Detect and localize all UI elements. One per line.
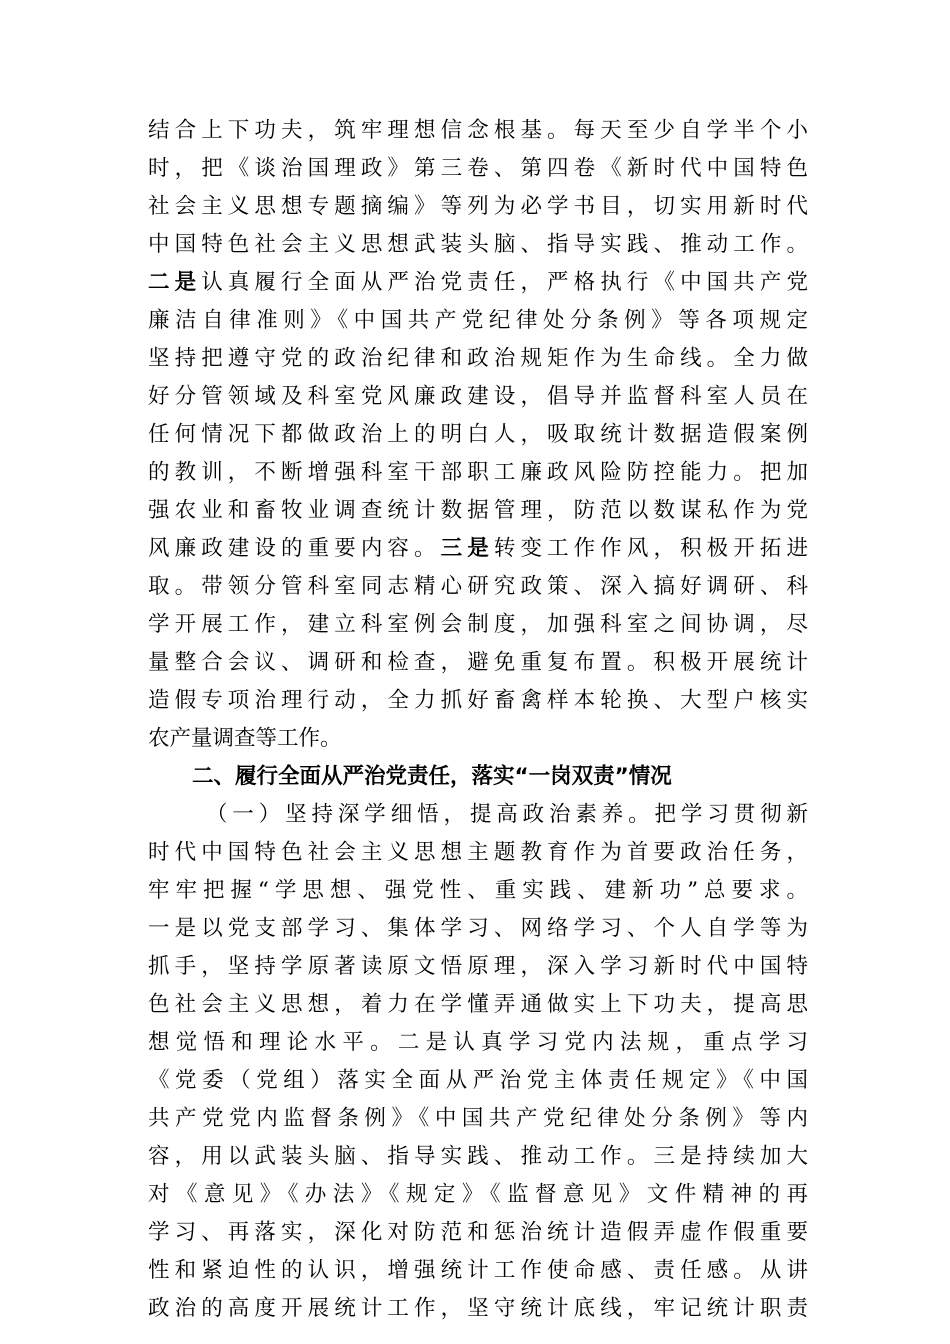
text-line: 《党委（党组）落实全面从严治党主体责任规定》《中国 <box>148 1068 808 1093</box>
section-heading: 二、履行全面从严治党责任，落实“一岗双责”情况 <box>192 764 672 789</box>
text-line: 坚持把遵守党的政治纪律和政治规矩作为生命线。全力做 <box>148 346 808 371</box>
text-span: 风廉政建设的重要内容。 <box>148 536 441 561</box>
text-span: 转变工作作风，积极开拓进 <box>493 536 808 561</box>
text-line: 社会主义思想专题摘编》等列为必学书目，切实用新时代 <box>148 194 808 219</box>
text-line <box>148 796 808 834</box>
document-body <box>148 112 808 1328</box>
text-line: 廉洁自律准则》《中国共产党纪律处分条例》等各项规定 <box>148 308 808 333</box>
point-lead-three: 三是 <box>440 536 494 561</box>
text-line: 中国特色社会主义思想武装头脑、指导实践、推动工作。 <box>148 232 808 257</box>
text-line: 强农业和畜牧业调查统计数据管理，防范以数谋私作为党 <box>148 498 808 523</box>
text-line: 取。带领分管科室同志精心研究政策、深入搞好调研、科 <box>148 574 808 599</box>
text-line: 牢牢把握“学思想、强党性、重实践、建新功”总要求。 <box>148 878 808 903</box>
point-lead-two: 二是 <box>148 270 202 295</box>
text-line: 学习、再落实，深化对防范和惩治统计造假弄虚作假重要 <box>148 1220 808 1245</box>
text-line <box>148 264 808 302</box>
text-line: 时代中国特色社会主义思想主题教育作为首要政治任务， <box>148 840 808 865</box>
text-line <box>148 530 808 568</box>
text-line: 的教训，不断增强科室干部职工廉政风险防控能力。把加 <box>148 460 808 485</box>
text-line: 任何情况下都做政治上的明白人，吸取统计数据造假案例 <box>148 422 808 447</box>
text-line: 抓手，坚持学原著读原文悟原理，深入学习新时代中国特 <box>148 954 808 979</box>
text-line: 时，把《谈治国理政》第三卷、第四卷《新时代中国特色 <box>148 156 808 181</box>
text-line: 量整合会议、调研和检查，避免重复布置。积极开展统计 <box>148 650 808 675</box>
text-line: 对《意见》《办法》《规定》《监督意见》文件精神的再 <box>148 1182 808 1207</box>
text-line: 造假专项治理行动，全力抓好畜禽样本轮换、大型户核实 <box>148 688 808 713</box>
text-line: 想觉悟和理论水平。二是认真学习党内法规，重点学习 <box>148 1030 808 1055</box>
text-line: 容，用以武装头脑、指导实践、推动工作。三是持续加大 <box>148 1144 808 1169</box>
text-span: 认真履行全面从严治党责任，严格执行《中国共产党 <box>201 270 808 295</box>
text-line: 一是以党支部学习、集体学习、网络学习、个人自学等为 <box>148 916 808 941</box>
text-line: 性和紧迫性的认识，增强统计工作使命感、责任感。从讲 <box>148 1258 808 1283</box>
text-line: 结合上下功夫，筑牢理想信念根基。每天至少自学半个小 <box>148 118 808 143</box>
text-line: 好分管领域及科室党风廉政建设，倡导并监督科室人员在 <box>148 384 808 409</box>
text-line: 色社会主义思想，着力在学懂弄通做实上下功夫，提高思 <box>148 992 808 1017</box>
text-span: 把学习贯彻新 <box>654 802 808 827</box>
subsection-heading: （一）坚持深学细悟，提高政治素养。 <box>206 802 655 827</box>
text-line: 共产党党内监督条例》《中国共产党纪律处分条例》等内 <box>148 1106 808 1131</box>
text-line: 政治的高度开展统计工作，坚守统计底线，牢记统计职责 <box>148 1296 808 1321</box>
text-line: 学开展工作，建立科室例会制度，加强科室之间协调，尽 <box>148 612 808 637</box>
text-line: 农产量调查等工作。 <box>148 726 342 751</box>
